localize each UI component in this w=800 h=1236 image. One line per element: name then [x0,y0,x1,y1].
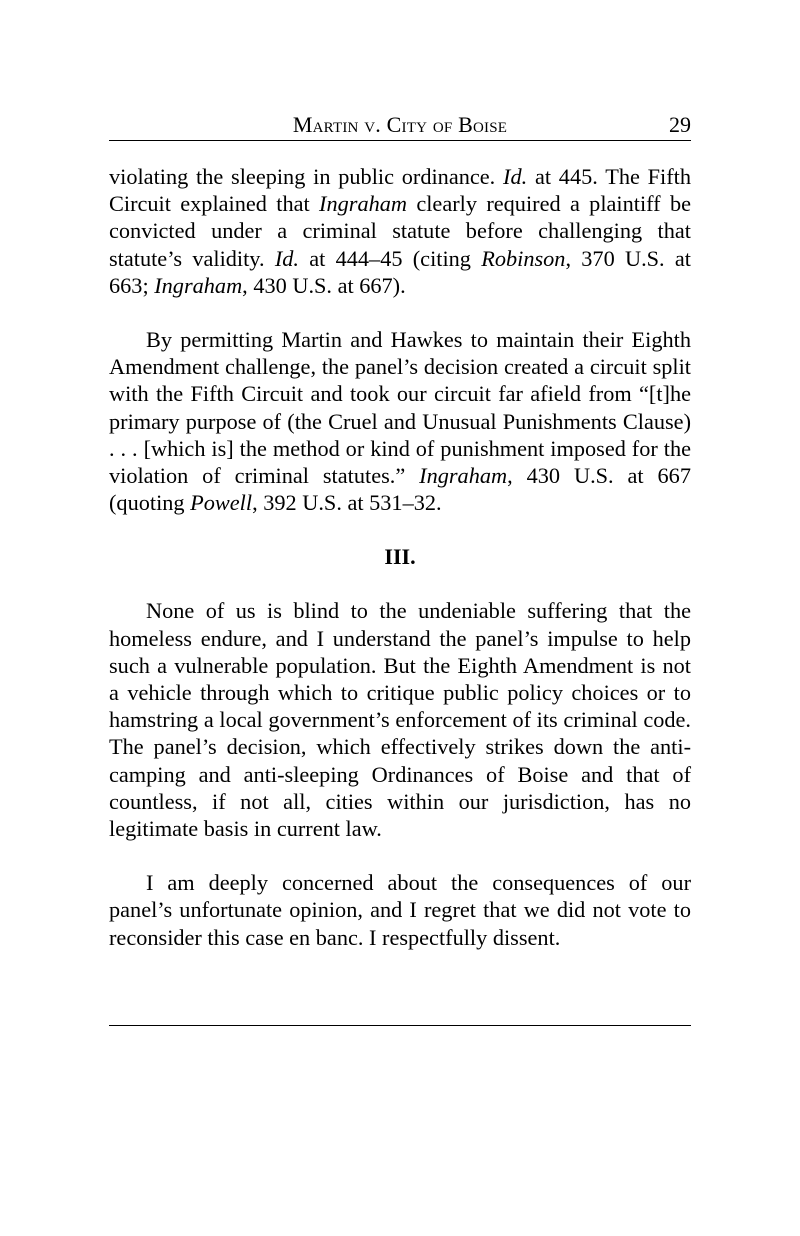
citation-text: Ingraham [154,272,243,298]
paragraph-text: at 444–45 (citing [299,245,482,271]
running-header [109,112,691,141]
paragraph [109,326,691,516]
document-body [109,163,691,951]
citation-text: Ingraham [319,191,407,217]
paragraph-text: violating the sleeping in public ordinance. [109,164,504,189]
citation-text: Robinson [481,245,566,271]
citation-text: Id. [503,164,528,189]
citation-text: Powell [190,490,253,516]
paragraph [109,163,691,299]
paragraph-text: at 445. The Fifth Circuit explained that [109,164,691,217]
citation-text: Id. [274,245,299,271]
paragraph-text: , 430 U.S. at 667 (quoting [109,463,691,516]
paragraph [109,869,691,951]
paragraph-text: , 430 U.S. at 667). [242,272,406,298]
paragraph-text: , 370 U.S. at 663; [109,245,691,298]
paragraph-text: By permitting Martin and Hawkes to maintain their Eighth Amendment challenge, the panel’s decision created a circuit split with the Fifth Circuit and took our circuit far afield from “[t]he primary purpose of (the Cruel and Unusual Punishments Clause) . . . [which is] the method or kind of punishment imposed for the violation of criminal statutes.” [109,327,691,489]
end-rule [109,1025,691,1026]
paragraph [109,597,691,842]
paragraph-text: None of us is blind to the undeniable suffering that the homeless endure, and I understand the panel’s impulse to help such a vulnerable population. But the Eighth Amendment is not a vehicle through which to critique public policy choices or to hamstring a local government’s enforcement of its criminal code. The panel’s decision, which effectively strikes down the anti-camping and anti-sleeping Ordinances of Boise and that of countless, if not all, cities within our jurisdiction, has no legitimate basis in current law. [109,598,691,842]
paragraph-text: I am deeply concerned about the consequences of our panel’s unfortunate opinion, and I regret that we did not vote to reconsider this case en banc. I respectfully dissent. [109,870,691,950]
paragraph-text: clearly required a plaintiff be convicted under a criminal statute before challenging that statute’s validity. [109,191,691,271]
page-number: 29 [669,112,691,137]
paragraph-text: , 392 U.S. at 531–32. [252,490,442,516]
case-title: Martin v. City of Boise [292,112,508,137]
citation-text: Ingraham [419,463,508,489]
section-heading: III. [384,544,416,570]
